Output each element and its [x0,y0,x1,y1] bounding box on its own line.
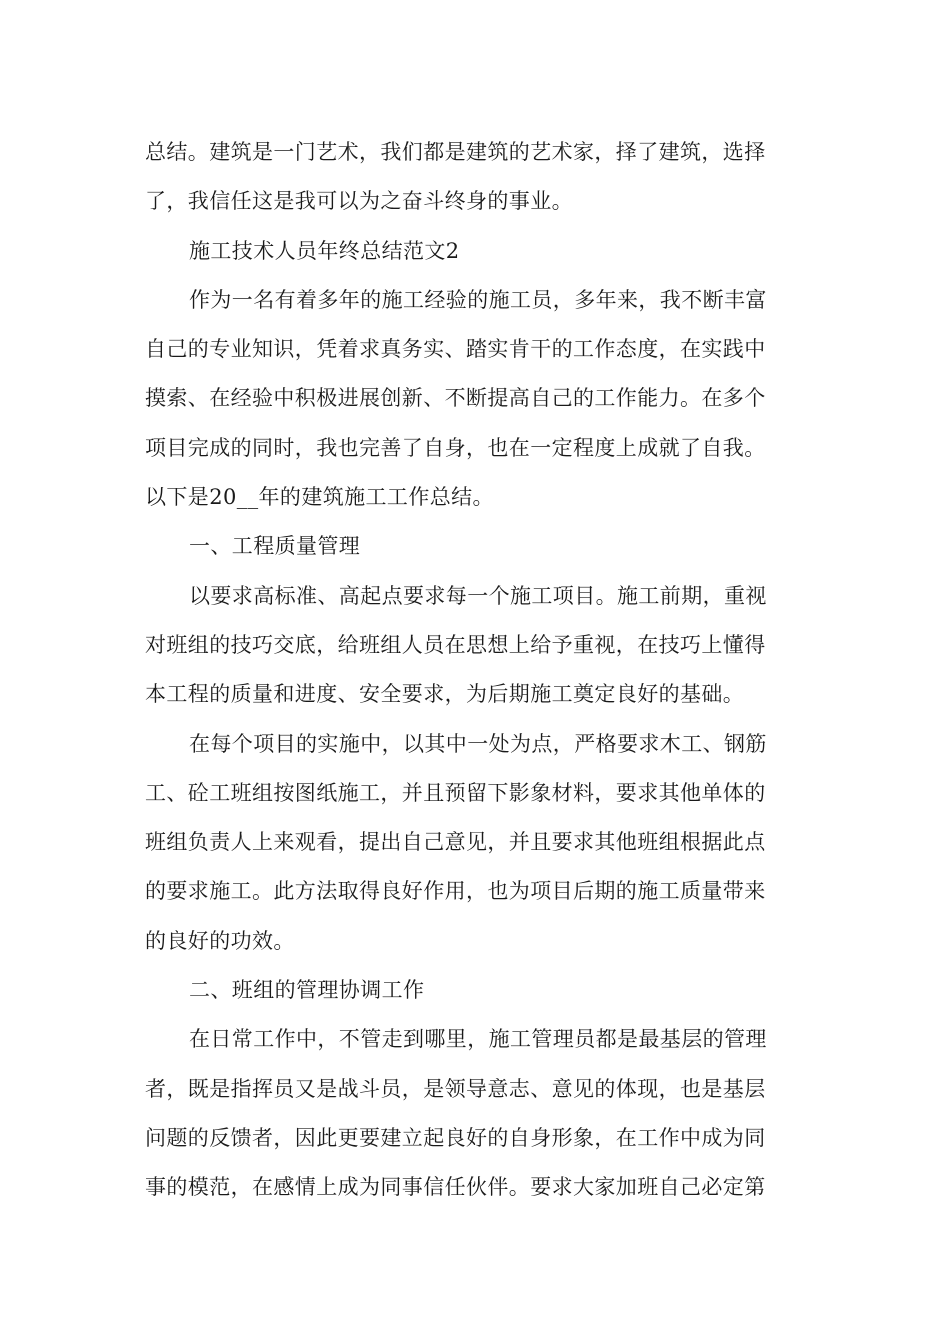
paragraph-line: 了，我信任这是我可以为之奋斗终身的事业。 [145,189,573,214]
paragraph-line: 项目完成的同时，我也完善了自身，也在一定程度上成就了自我。 [145,435,766,460]
paragraph-line: 问题的反馈者，因此更要建立起良好的自身形象，在工作中成为同 [145,1125,766,1150]
paragraph-line: 作为一名有着多年的施工经验的施工员，多年来，我不断丰富 [189,287,767,312]
section-heading: 一、工程质量管理 [189,534,361,559]
paragraph-line: 本工程的质量和进度、安全要求，为后期施工奠定良好的基础。 [145,682,745,707]
document-body [145,128,810,1213]
section-title: 施工技术人员年终总结范文2 [189,238,460,263]
paragraph-line: 工、砼工班组按图纸施工，并且预留下影象材料，要求其他单体的 [145,780,766,805]
paragraph-line: 总结。建筑是一门艺术，我们都是建筑的艺术家，择了建筑，选择 [145,140,766,164]
paragraph-line: 的要求施工。此方法取得良好作用，也为项目后期的施工质量带来 [145,879,766,904]
paragraph-line: 以下是20__年的建筑施工工作总结。 [145,485,494,510]
paragraph-line: 对班组的技巧交底，给班组人员在思想上给予重视，在技巧上懂得 [145,632,766,657]
paragraph-line: 摸索、在经验中积极进展创新、不断提高自己的工作能力。在多个 [145,386,766,411]
paragraph-line: 自己的专业知识，凭着求真务实、踏实肯干的工作态度，在实践中 [145,337,766,362]
paragraph-line: 以要求高标准、高起点要求每一个施工项目。施工前期，重视 [189,583,767,608]
paragraph-line: 在日常工作中，不管走到哪里，施工管理员都是最基层的管理 [189,1027,767,1052]
paragraph-line: 的良好的功效。 [145,928,295,953]
paragraph-line: 在每个项目的实施中，以其中一处为点，严格要求木工、钢筋 [189,731,767,756]
paragraph-line: 者，既是指挥员又是战斗员，是领导意志、意见的体现，也是基层 [145,1076,766,1101]
paragraph-line: 事的模范，在感情上成为同事信任伙伴。要求大家加班自己必定第 [145,1175,766,1200]
paragraph-line: 班组负责人上来观看，提出自己意见，并且要求其他班组根据此点 [145,830,766,855]
section-heading: 二、班组的管理协调工作 [189,978,425,1003]
